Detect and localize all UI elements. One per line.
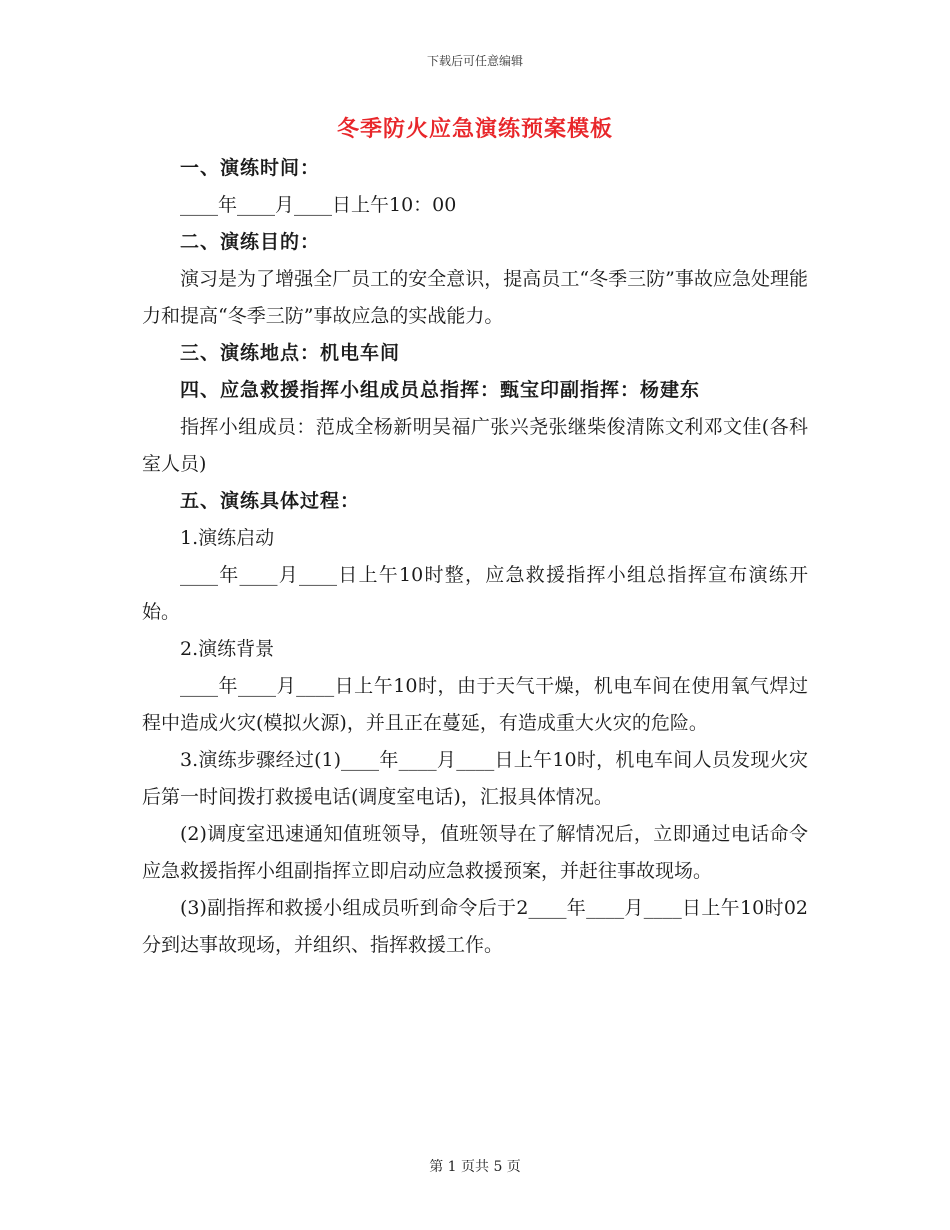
subheading-background: 2.演练背景 <box>180 638 275 660</box>
subheading-start: 1.演练启动 <box>180 527 275 549</box>
paragraph-time: ____年____月____日上午10：00 <box>180 194 457 216</box>
section-heading-time: 一、演练时间： <box>180 157 321 179</box>
paragraph-step-1: 3.演练步骤经过(1)____年____月____日上午10时，机电车间人员发现火灾后第一时间拨打救援电话(调度室电话)，汇报具体情况。 <box>142 749 808 808</box>
paragraph-start: ____年____月____日上午10时整，应急救援指挥小组总指挥宣布演练开始。 <box>142 564 808 623</box>
paragraph-step-3: (3)副指挥和救援小组成员听到命令后于2____年____月____日上午10时02分到达事故现场，并组织、指挥救援工作。 <box>142 897 808 956</box>
paragraph-step-2: (2)调度室迅速通知值班领导，值班领导在了解情况后，立即通过电话命令应急救援指挥小组副指挥立即启动应急救援预案，并赶往事故现场。 <box>142 823 808 882</box>
section-heading-process: 五、演练具体过程： <box>180 490 361 512</box>
document-title: 冬季防火应急演练预案模板 <box>336 116 613 142</box>
document-body <box>142 150 808 964</box>
section-heading-command-group: 四、应急救援指挥小组成员总指挥：甄宝印副指挥：杨建东 <box>180 379 701 401</box>
paragraph-purpose: 演习是为了增强全厂员工的安全意识，提高员工“冬季三防”事故应急处理能力和提高“冬季三防”事故应急的实战能力。 <box>142 268 808 327</box>
paragraph-background: ____年____月____日上午10时，由于天气干燥，机电车间在使用氧气焊过程中造成火灾(模拟火源)，并且正在蔓延，有造成重大火灾的危险。 <box>142 675 808 734</box>
header-note: 下载后可任意编辑 <box>426 54 523 68</box>
section-heading-purpose: 二、演练目的： <box>180 231 321 253</box>
page-footer: 第 1 页共 5 页 <box>429 1159 521 1175</box>
paragraph-group-members: 指挥小组成员：范成全杨新明吴福广张兴尧张继柴俊清陈文利邓文佳(各科室人员) <box>142 416 808 475</box>
section-heading-location: 三、演练地点：机电车间 <box>180 342 401 364</box>
